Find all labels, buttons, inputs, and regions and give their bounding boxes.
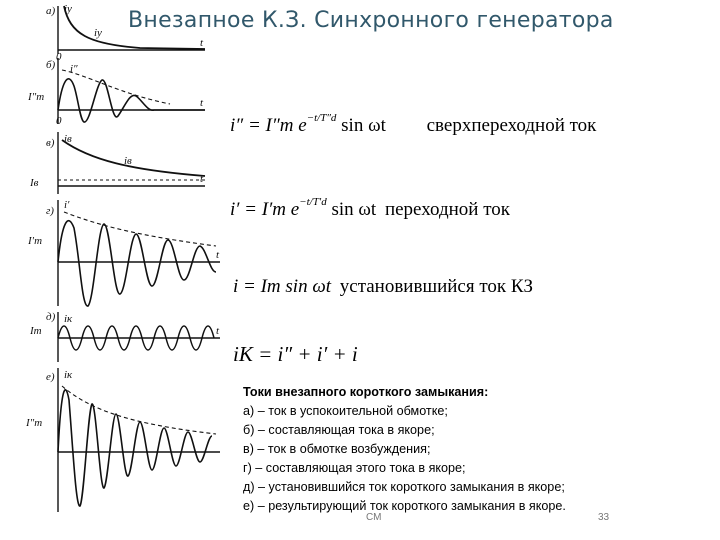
formula-superransient [230, 112, 596, 137]
slide-title: Внезапное К.З. Синхронного генератора [128, 8, 614, 33]
caption-line: а) – ток в успокоительной обмотке; [243, 404, 448, 418]
formula-label: переходной ток [384, 199, 510, 220]
graph-a-xlabel: t [200, 37, 204, 49]
formula-transient [230, 196, 510, 221]
graph-b-ylabel: i″ [70, 63, 78, 75]
graph-v-curve-label: iв [124, 155, 132, 167]
graph-a-origin: 0 [56, 51, 62, 63]
formula-exponent: −t/T′d [299, 196, 327, 208]
formula-expr: i′ = I′m e [230, 199, 300, 220]
formula-exponent: −t/T″d [306, 112, 337, 124]
footer-page-number: 33 [598, 512, 610, 523]
graph-e-ylabel: iк [64, 369, 73, 381]
formula-expr: i = Im sin ωt [233, 276, 332, 297]
footer-left: СМ [366, 512, 382, 523]
graph-b-origin: 0 [56, 115, 62, 127]
formula-label: сверхпереходной ток [426, 115, 597, 136]
graph-g-letter: г) [46, 205, 54, 217]
formula-tail: sin ωt [331, 199, 377, 220]
graph-d-xlabel: t [216, 325, 220, 337]
graph-d-letter: д) [46, 311, 56, 323]
formula-label: установившийся ток КЗ [339, 276, 534, 297]
graph-d-ylabel: iк [64, 313, 73, 325]
formula-tail: sin ωt [341, 115, 386, 136]
caption-line: б) – составляющая тока в якоре; [243, 423, 435, 437]
graph-v-ylabel: iв [64, 133, 72, 145]
graph-a-curve-label: iу [94, 27, 102, 39]
formula-steady [233, 276, 533, 298]
graph-a-ylabel: iу [64, 3, 72, 15]
caption-title: Токи внезапного короткого замыкания: [243, 385, 489, 399]
graph-v-amp: Iв [30, 177, 39, 189]
graph-b-letter: б) [46, 59, 56, 71]
graph-g-amp: I′m [28, 235, 43, 247]
graph-e-letter: е) [46, 371, 55, 383]
graph-v-xlabel: t [200, 173, 204, 185]
graph-b-xlabel: t [200, 97, 204, 109]
formula-expr: iK = i″ + i′ + i [233, 342, 358, 366]
graph-d-amp: Im [30, 325, 42, 337]
current-graphs [20, 0, 250, 520]
caption-line: д) – установившийся ток короткого замыкания в якоре; [243, 480, 565, 494]
caption-line: в) – ток в обмотке возбуждения; [243, 442, 431, 456]
caption-line: е) – результирующий ток короткого замыкания в якоре. [243, 499, 566, 513]
graph-b-amp: I″m [28, 91, 45, 103]
formula-expr: i″ = I″m e [230, 115, 307, 136]
caption [243, 383, 566, 516]
formula-total [233, 342, 358, 367]
graph-g-ylabel: i′ [64, 199, 70, 211]
graph-a-letter: а) [46, 5, 56, 17]
caption-line: г) – составляющая этого тока в якоре; [243, 461, 466, 475]
graph-v-letter: в) [46, 137, 55, 149]
graph-g-xlabel: t [216, 249, 220, 261]
graph-e-amp: I″m [26, 417, 43, 429]
